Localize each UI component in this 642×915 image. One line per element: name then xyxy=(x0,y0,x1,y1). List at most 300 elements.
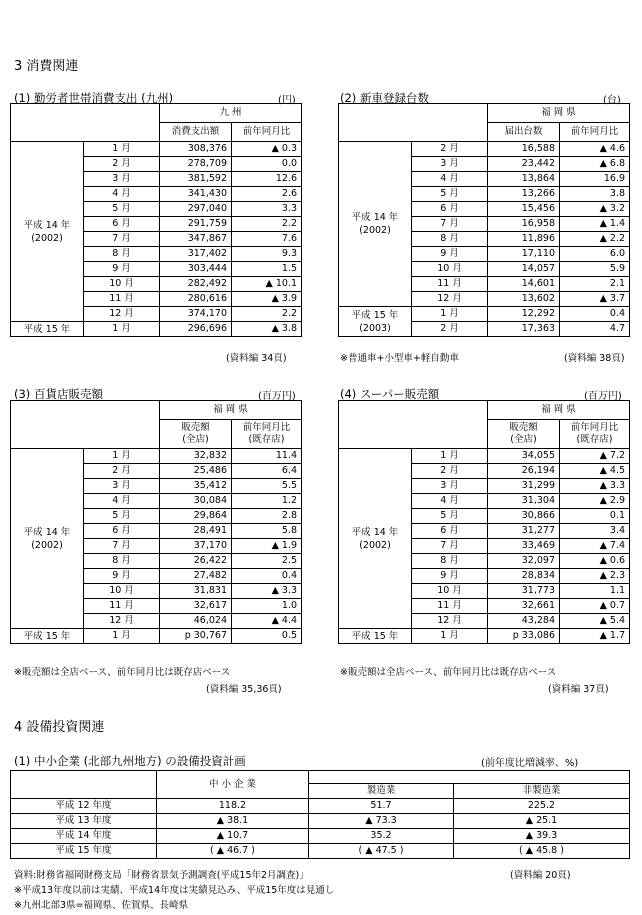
growth-value: 35.2 xyxy=(370,830,392,841)
header-blank xyxy=(339,401,488,449)
value-cell: 308,376 xyxy=(160,142,232,157)
ratio-cell xyxy=(560,187,630,202)
ratio-cell xyxy=(232,629,302,644)
era-label: 平成 14 年 xyxy=(23,219,71,231)
growth-value: 47.5 xyxy=(375,845,397,856)
month-cell: 2 月 xyxy=(84,464,160,479)
month-cell: 3 月 xyxy=(412,157,488,172)
ratio-value: 3.2 xyxy=(609,203,626,214)
month-cell: 5 月 xyxy=(84,202,160,217)
ratio-value: 4.7 xyxy=(609,323,626,334)
month-cell: 3 月 xyxy=(84,479,160,494)
table-row xyxy=(11,322,302,337)
ratio-cell xyxy=(232,157,302,172)
decrease-triangle-icon: ▲ xyxy=(599,615,610,626)
ratio-value: 1.7 xyxy=(609,630,626,641)
decrease-triangle-icon: ▲ xyxy=(271,540,282,551)
decrease-triangle-icon: ▲ xyxy=(216,815,228,826)
value-cell: 12,292 xyxy=(488,307,560,322)
growth-cell xyxy=(309,799,454,814)
month-cell: 7 月 xyxy=(84,539,160,554)
t3-note: ※販売額は全店ベース、前年同月比は既存店ベース xyxy=(14,667,231,678)
month-cell: 7 月 xyxy=(84,232,160,247)
decrease-triangle-icon: ▲ xyxy=(271,585,282,596)
month-cell: 4 月 xyxy=(412,494,488,509)
decrease-triangle-icon: ▲ xyxy=(365,845,376,856)
decrease-triangle-icon: ▲ xyxy=(599,158,610,169)
value-cell: 30,866 xyxy=(488,509,560,524)
ratio-value: 1.5 xyxy=(281,263,297,274)
value-cell: 317,402 xyxy=(160,247,232,262)
decrease-triangle-icon: ▲ xyxy=(599,293,610,304)
month-cell: 7 月 xyxy=(412,217,488,232)
month-cell: 4 月 xyxy=(84,187,160,202)
ratio-cell xyxy=(560,629,630,644)
header-blank xyxy=(11,771,157,799)
ratio-cell xyxy=(232,172,302,187)
ratio-value: 0.1 xyxy=(609,510,626,521)
table-row xyxy=(339,449,630,464)
ratio-cell xyxy=(560,464,630,479)
month-cell: 10 月 xyxy=(84,584,160,599)
decrease-triangle-icon: ▲ xyxy=(599,450,610,461)
month-cell: 1 月 xyxy=(84,142,160,157)
era-label: 平成 14 年 xyxy=(351,212,399,223)
consumption-table xyxy=(10,103,302,337)
month-cell: 9 月 xyxy=(412,569,488,584)
paren-open: ( xyxy=(519,845,526,856)
table-row xyxy=(11,814,630,829)
col2-header xyxy=(560,420,630,449)
car-registration-table xyxy=(338,103,630,337)
region-header: 福 岡 県 xyxy=(488,401,630,420)
col2-label: 前年同月比 xyxy=(570,422,619,433)
ratio-cell xyxy=(560,142,630,157)
growth-cell xyxy=(157,799,309,814)
decrease-triangle-icon: ▲ xyxy=(271,143,282,154)
t4-unit: (百万円) xyxy=(584,391,622,402)
ratio-cell xyxy=(232,494,302,509)
region-header: 福 岡 県 xyxy=(488,104,630,123)
ratio-cell xyxy=(560,232,630,247)
growth-value: 73.3 xyxy=(375,815,397,826)
ratio-cell xyxy=(560,509,630,524)
value-cell: 381,592 xyxy=(160,172,232,187)
ratio-cell xyxy=(232,217,302,232)
month-cell: 1 月 xyxy=(412,449,488,464)
value-cell: 11,896 xyxy=(488,232,560,247)
table-row xyxy=(11,142,302,157)
ratio-cell xyxy=(560,217,630,232)
month-cell: 11 月 xyxy=(84,292,160,307)
t3-title: (3) 百貨店販売額 xyxy=(14,387,103,401)
t4-title: (4) スーパー販売額 xyxy=(340,387,440,401)
era-year: (2002) xyxy=(31,539,63,551)
ratio-value: 6.4 xyxy=(281,465,298,476)
ratio-value: 3.4 xyxy=(609,525,626,536)
col2-sublabel: (既存店) xyxy=(248,434,285,445)
month-cell: 2 月 xyxy=(412,322,488,337)
table-row xyxy=(339,307,630,322)
manufacturing-header: 製造業 xyxy=(309,784,454,799)
ratio-value: 0.3 xyxy=(281,143,297,154)
growth-value: 39.3 xyxy=(536,830,558,841)
growth-cell xyxy=(454,799,630,814)
growth-value: 25.1 xyxy=(536,815,558,826)
value-cell: 280,616 xyxy=(160,292,232,307)
t5-note-2: ※九州北部3県=福岡県、佐賀県、長崎県 xyxy=(14,900,188,911)
paren-close: ) xyxy=(396,845,404,856)
month-cell: 4 月 xyxy=(412,172,488,187)
era-cell xyxy=(11,629,84,644)
era-cell xyxy=(339,629,412,644)
ratio-cell xyxy=(560,614,630,629)
month-cell: 9 月 xyxy=(84,569,160,584)
month-cell: 12 月 xyxy=(84,614,160,629)
growth-cell xyxy=(309,829,454,844)
decrease-triangle-icon: ▲ xyxy=(599,218,610,229)
paren-close: ) xyxy=(557,845,564,856)
ratio-cell xyxy=(560,569,630,584)
value-cell: 27,482 xyxy=(160,569,232,584)
section-4-title: 4 設備投資関連 xyxy=(14,720,105,735)
ratio-cell xyxy=(560,554,630,569)
era-cell xyxy=(339,449,412,629)
month-cell: 3 月 xyxy=(84,172,160,187)
ratio-value: 2.6 xyxy=(281,188,297,199)
header-blank xyxy=(339,104,488,142)
col2-sublabel: (既存店) xyxy=(576,434,613,445)
ratio-value: 2.9 xyxy=(609,495,626,506)
ratio-cell xyxy=(560,524,630,539)
ratio-cell xyxy=(232,464,302,479)
ratio-value: 12.6 xyxy=(275,173,297,184)
ratio-value: 3.3 xyxy=(281,585,298,596)
ratio-value: 4.5 xyxy=(609,465,626,476)
era-year: (2002) xyxy=(359,225,391,236)
ratio-value: 6.0 xyxy=(609,248,626,259)
ratio-value: 0.4 xyxy=(609,308,626,319)
month-cell: 5 月 xyxy=(412,509,488,524)
ratio-value: 5.9 xyxy=(609,263,626,274)
fiscal-year-cell: 平成 14 年度 xyxy=(11,829,157,844)
table-row xyxy=(339,142,630,157)
ratio-value: 1.0 xyxy=(281,600,298,611)
value-cell: 32,097 xyxy=(488,554,560,569)
value-cell: 374,170 xyxy=(160,307,232,322)
decrease-triangle-icon: ▲ xyxy=(599,630,610,641)
table-row xyxy=(11,799,630,814)
era-label: 平成 15 年 xyxy=(23,630,71,642)
decrease-triangle-icon: ▲ xyxy=(271,293,282,304)
growth-value: 46.7 xyxy=(227,845,249,856)
decrease-triangle-icon: ▲ xyxy=(365,815,376,826)
decrease-triangle-icon: ▲ xyxy=(265,278,276,289)
t2-title: (2) 新車登録台数 xyxy=(340,91,429,105)
value-cell: 278,709 xyxy=(160,157,232,172)
header-spacer xyxy=(309,771,630,784)
t5-unit: (前年度比増減率、%) xyxy=(481,758,579,769)
growth-cell xyxy=(454,829,630,844)
ratio-cell xyxy=(232,262,302,277)
month-cell: 3 月 xyxy=(412,479,488,494)
ratio-value: 10.1 xyxy=(275,278,297,289)
col1-sublabel: (全店) xyxy=(182,434,209,445)
month-cell: 11 月 xyxy=(412,277,488,292)
growth-cell xyxy=(157,814,309,829)
month-cell: 9 月 xyxy=(84,262,160,277)
ratio-value: 3.8 xyxy=(281,323,297,334)
value-cell: 23,442 xyxy=(488,157,560,172)
ratio-value: 5.5 xyxy=(281,480,298,491)
month-cell: 6 月 xyxy=(412,202,488,217)
t1-source: (資料編 34頁) xyxy=(226,353,287,364)
month-cell: 4 月 xyxy=(84,494,160,509)
decrease-triangle-icon: ▲ xyxy=(599,143,610,154)
t4-note: ※販売額は全店ベース、前年同月比は既存店ベース xyxy=(340,667,557,678)
section-3-title: 3 消費関連 xyxy=(14,59,79,74)
table-row xyxy=(11,829,630,844)
month-cell: 9 月 xyxy=(412,247,488,262)
growth-cell xyxy=(454,844,630,859)
value-cell: 13,602 xyxy=(488,292,560,307)
ratio-value: 5.4 xyxy=(609,615,626,626)
ratio-cell xyxy=(232,554,302,569)
month-cell: 7 月 xyxy=(412,539,488,554)
ratio-value: 3.7 xyxy=(609,293,626,304)
value-cell: 30,084 xyxy=(160,494,232,509)
col1-label: 販売額 xyxy=(509,422,538,433)
decrease-triangle-icon: ▲ xyxy=(525,845,537,856)
decrease-triangle-icon: ▲ xyxy=(216,830,228,841)
value-cell: 28,834 xyxy=(488,569,560,584)
month-cell: 1 月 xyxy=(84,629,160,644)
decrease-triangle-icon: ▲ xyxy=(599,540,610,551)
month-cell: 6 月 xyxy=(412,524,488,539)
value-cell: 26,422 xyxy=(160,554,232,569)
era-label: 平成 14 年 xyxy=(23,526,71,538)
decrease-triangle-icon: ▲ xyxy=(599,233,610,244)
ratio-cell xyxy=(232,599,302,614)
value-cell: 31,299 xyxy=(488,479,560,494)
ratio-cell xyxy=(232,524,302,539)
era-label: 平成 15 年 xyxy=(351,630,399,642)
month-cell: 1 月 xyxy=(412,629,488,644)
ratio-value: 2.1 xyxy=(609,278,626,289)
growth-value: 51.7 xyxy=(370,800,392,811)
ratio-value: 3.8 xyxy=(609,188,626,199)
ratio-value: 3.9 xyxy=(281,293,297,304)
value-cell: 26,194 xyxy=(488,464,560,479)
era-label: 平成 14 年 xyxy=(351,526,399,538)
ratio-cell xyxy=(232,322,302,337)
col1-header xyxy=(488,420,560,449)
month-cell: 11 月 xyxy=(412,599,488,614)
fiscal-year-cell: 平成 15 年度 xyxy=(11,844,157,859)
paren-open: ( xyxy=(210,845,217,856)
growth-value: 10.7 xyxy=(227,830,249,841)
value-cell: 15,456 xyxy=(488,202,560,217)
fiscal-year-cell: 平成 13 年度 xyxy=(11,814,157,829)
value-cell: 31,831 xyxy=(160,584,232,599)
value-cell: 13,864 xyxy=(488,172,560,187)
ratio-value: 2.2 xyxy=(281,308,297,319)
decrease-triangle-icon: ▲ xyxy=(599,465,610,476)
month-cell: 12 月 xyxy=(412,614,488,629)
supermarket-table xyxy=(338,400,630,644)
value-cell: 29,864 xyxy=(160,509,232,524)
month-cell: 12 月 xyxy=(84,307,160,322)
non-manufacturing-header: 非製造業 xyxy=(454,784,630,799)
ratio-cell xyxy=(232,232,302,247)
t3-unit: (百万円) xyxy=(258,391,296,402)
t2-unit: (台) xyxy=(603,95,621,106)
growth-cell xyxy=(157,829,309,844)
month-cell: 5 月 xyxy=(84,509,160,524)
value-cell: 282,492 xyxy=(160,277,232,292)
value-cell: 32,661 xyxy=(488,599,560,614)
growth-cell xyxy=(157,844,309,859)
region-header: 福 岡 県 xyxy=(160,401,302,420)
month-cell: 8 月 xyxy=(412,232,488,247)
month-cell: 10 月 xyxy=(412,584,488,599)
decrease-triangle-icon: ▲ xyxy=(271,615,282,626)
ratio-cell xyxy=(560,307,630,322)
table-row xyxy=(11,449,302,464)
value-cell: 16,588 xyxy=(488,142,560,157)
table-row xyxy=(11,844,630,859)
ratio-cell xyxy=(232,187,302,202)
ratio-value: 4.4 xyxy=(281,615,298,626)
ratio-value: 3.3 xyxy=(281,203,297,214)
ratio-cell xyxy=(560,247,630,262)
value-cell: 31,304 xyxy=(488,494,560,509)
ratio-value: 2.5 xyxy=(281,555,298,566)
header-blank xyxy=(11,401,160,449)
col1-header: 届出台数 xyxy=(488,123,560,142)
decrease-triangle-icon: ▲ xyxy=(599,570,610,581)
t4-source: (資料編 37頁) xyxy=(548,684,609,695)
decrease-triangle-icon: ▲ xyxy=(525,830,537,841)
value-cell: 296,696 xyxy=(160,322,232,337)
era-label: 平成 15 年 xyxy=(351,309,399,321)
col2-label: 前年同月比 xyxy=(242,422,291,433)
col2-header xyxy=(232,420,302,449)
paren-close: ) xyxy=(248,845,255,856)
col1-header xyxy=(160,420,232,449)
growth-value: 118.2 xyxy=(218,800,247,811)
ratio-value: 7.2 xyxy=(609,450,626,461)
t5-source: (資料編 20頁) xyxy=(510,870,571,881)
month-cell: 5 月 xyxy=(412,187,488,202)
ratio-cell xyxy=(560,172,630,187)
value-cell: 28,491 xyxy=(160,524,232,539)
fiscal-year-cell: 平成 12 年度 xyxy=(11,799,157,814)
ratio-cell xyxy=(232,277,302,292)
ratio-value: 2.8 xyxy=(281,510,298,521)
month-cell: 8 月 xyxy=(84,554,160,569)
ratio-value: 4.6 xyxy=(609,143,626,154)
growth-value: 38.1 xyxy=(227,815,249,826)
ratio-value: 0.4 xyxy=(281,570,298,581)
month-cell: 11 月 xyxy=(84,599,160,614)
value-cell: 17,363 xyxy=(488,322,560,337)
ratio-cell xyxy=(560,494,630,509)
value-cell: 291,759 xyxy=(160,217,232,232)
value-cell: 341,430 xyxy=(160,187,232,202)
month-cell: 2 月 xyxy=(412,464,488,479)
month-cell: 10 月 xyxy=(412,262,488,277)
ratio-value: 1.9 xyxy=(281,540,298,551)
ratio-value: 2.2 xyxy=(281,218,297,229)
t5-note-1: ※平成13年度以前は実績、平成14年度は実績見込み、平成15年度は見通し xyxy=(14,885,335,896)
ratio-cell xyxy=(560,157,630,172)
ratio-value: 5.8 xyxy=(281,525,298,536)
t2-note: ※普通車+小型車+軽自動車 xyxy=(340,353,459,364)
ratio-cell xyxy=(232,307,302,322)
ratio-value: 1.2 xyxy=(281,495,298,506)
t2-source: (資料編 38頁) xyxy=(564,353,625,364)
ratio-cell xyxy=(560,262,630,277)
ratio-value: 0.0 xyxy=(281,158,297,169)
era-cell xyxy=(339,142,412,307)
ratio-value: 2.2 xyxy=(609,233,626,244)
value-cell: 31,277 xyxy=(488,524,560,539)
ratio-cell xyxy=(232,142,302,157)
ratio-value: 7.4 xyxy=(609,540,626,551)
era-year: (2002) xyxy=(359,539,391,551)
col2-header: 前年同月比 xyxy=(232,123,302,142)
ratio-cell xyxy=(560,584,630,599)
era-cell xyxy=(11,142,84,322)
ratio-value: 2.3 xyxy=(609,570,626,581)
value-cell: 17,110 xyxy=(488,247,560,262)
t1-unit: (円) xyxy=(278,95,296,106)
ratio-value: 7.6 xyxy=(281,233,297,244)
ratio-cell xyxy=(232,292,302,307)
era-cell xyxy=(11,449,84,629)
month-cell: 2 月 xyxy=(84,157,160,172)
month-cell: 8 月 xyxy=(412,554,488,569)
value-cell: 14,601 xyxy=(488,277,560,292)
capital-investment-table xyxy=(10,770,630,859)
col1-sublabel: (全店) xyxy=(510,434,537,445)
t1-title: (1) 勤労者世帯消費支出 (九州) xyxy=(14,91,174,105)
paren-open: ( xyxy=(358,845,366,856)
ratio-value: 16.9 xyxy=(603,173,626,184)
ratio-cell xyxy=(232,539,302,554)
growth-cell xyxy=(309,814,454,829)
value-cell: 43,284 xyxy=(488,614,560,629)
month-cell: 1 月 xyxy=(412,307,488,322)
ratio-cell xyxy=(232,202,302,217)
value-cell: 33,469 xyxy=(488,539,560,554)
decrease-triangle-icon: ▲ xyxy=(599,480,610,491)
value-cell: 32,617 xyxy=(160,599,232,614)
decrease-triangle-icon: ▲ xyxy=(599,495,610,506)
ratio-cell xyxy=(232,479,302,494)
value-cell: 25,486 xyxy=(160,464,232,479)
ratio-value: 0.6 xyxy=(609,555,626,566)
value-cell: 16,958 xyxy=(488,217,560,232)
month-cell: 8 月 xyxy=(84,247,160,262)
t5-title: (1) 中小企業 (北部九州地方) の設備投資計画 xyxy=(14,754,246,768)
growth-cell xyxy=(309,844,454,859)
ratio-value: 0.5 xyxy=(281,630,298,641)
value-cell: 14,057 xyxy=(488,262,560,277)
value-cell: 35,412 xyxy=(160,479,232,494)
ratio-value: 1.1 xyxy=(609,585,626,596)
